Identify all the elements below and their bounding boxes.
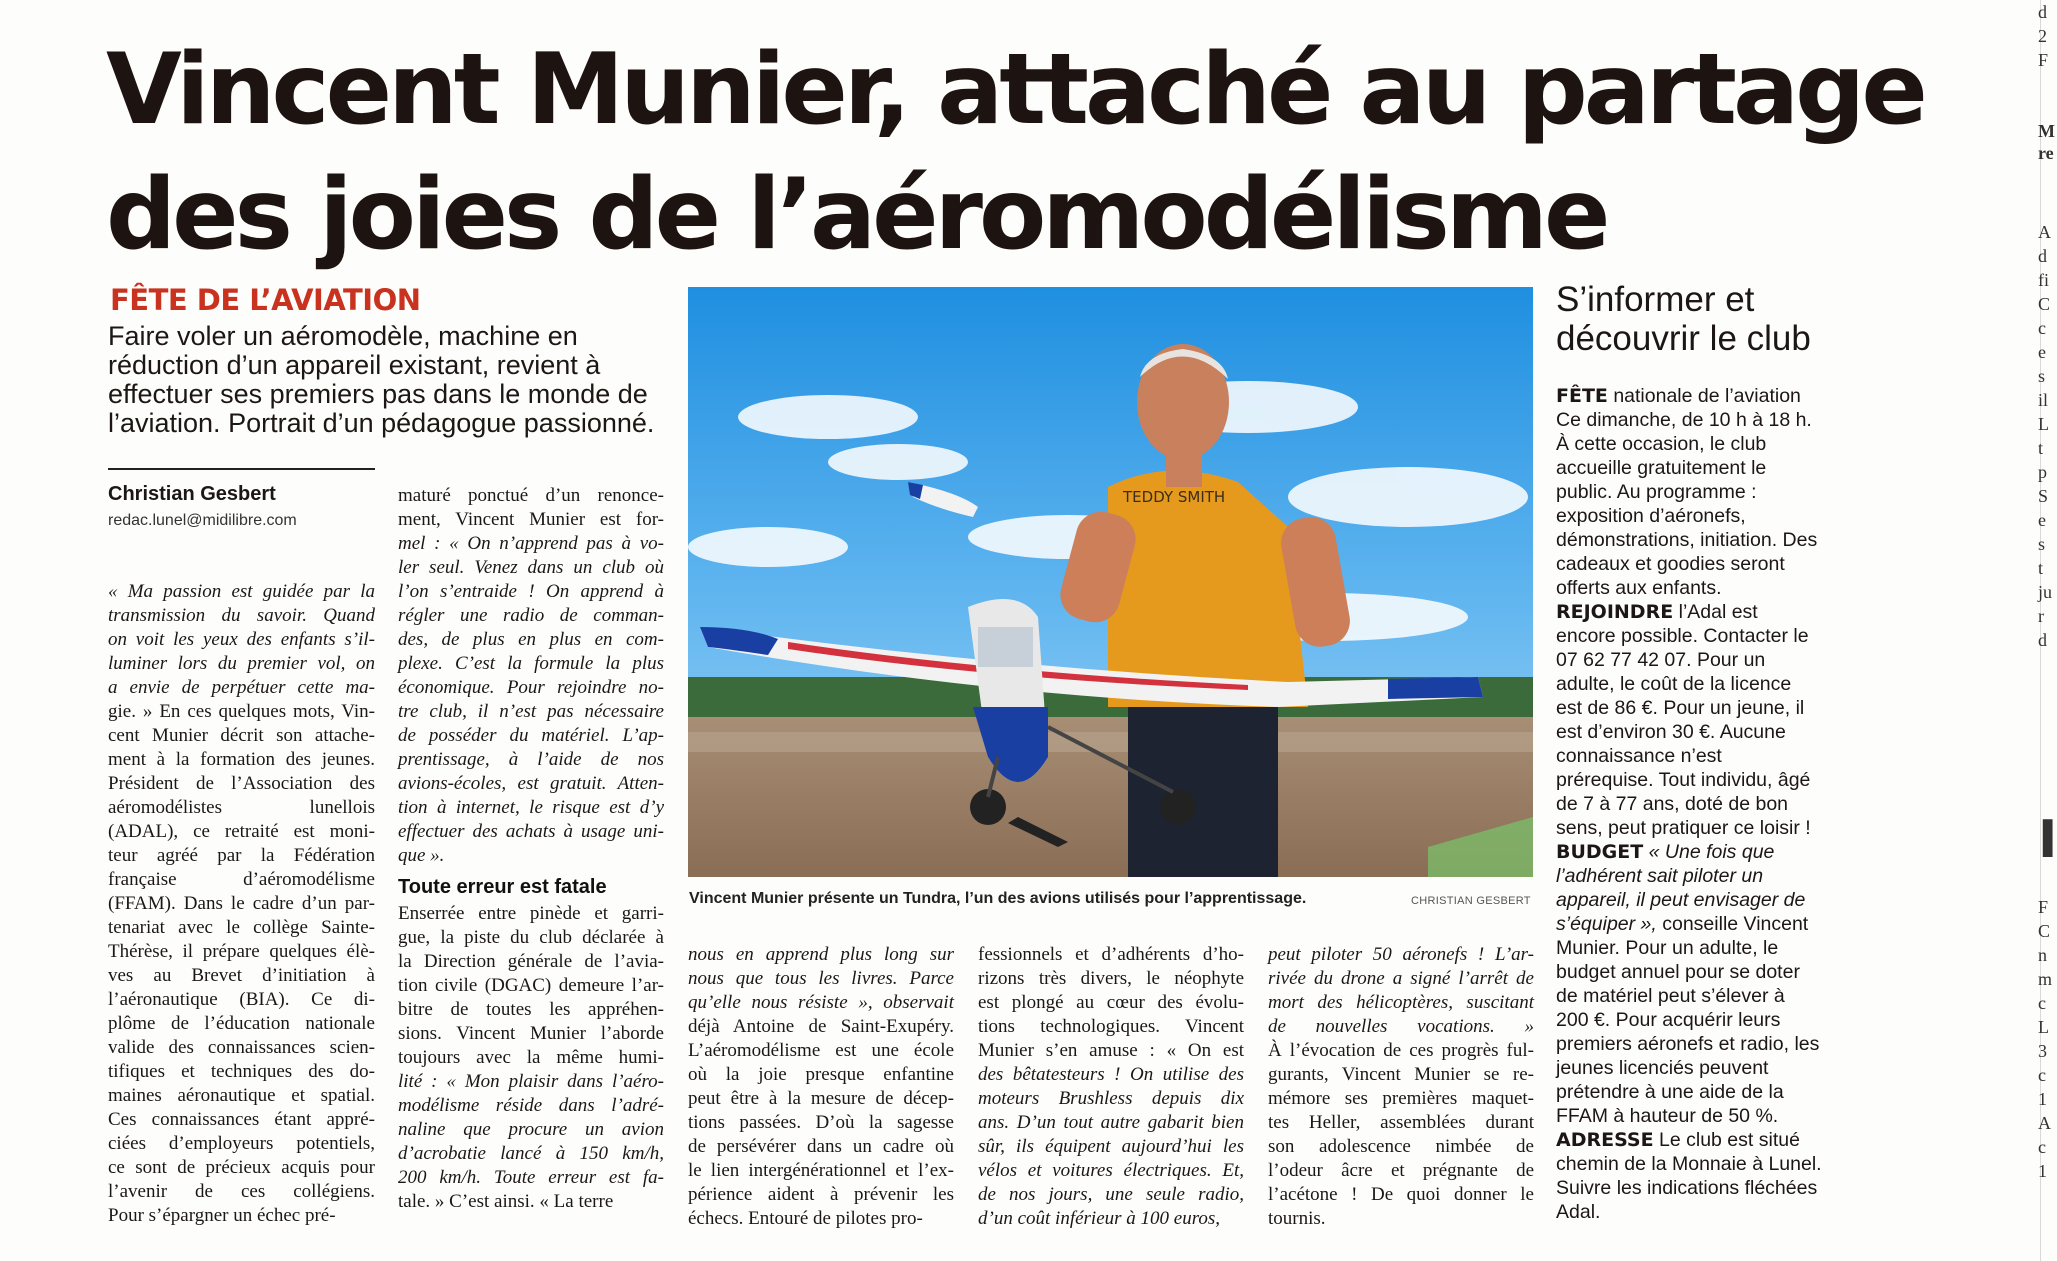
photo-illustration <box>688 287 1533 877</box>
text-line: déjà Antoine de Saint-Exupéry. <box>688 1016 954 1037</box>
shirt-print: TEDDY SMITH <box>1123 488 1226 506</box>
text-line: tes Heller, assemblées durant <box>1268 1112 1534 1133</box>
photo-caption: Vincent Munier présente un Tundra, l’un des avions utilisés pour l’apprentissage. <box>689 890 1307 907</box>
text-line: valide des connaissances scien- <box>108 1037 375 1058</box>
column-2-lines <box>398 484 664 868</box>
text-line: de persévérer dans un cadre où <box>688 1136 954 1157</box>
text-line: lité : « Mon plaisir dans l’aéro- <box>398 1071 664 1092</box>
text-line: toujours avec la même humi- <box>398 1047 664 1068</box>
text-line: « Ma passion est guidée par la <box>108 581 375 602</box>
text-line: régler une radio de comman- <box>398 605 664 626</box>
text-line: l’avenir de ces collégiens. <box>108 1181 375 1202</box>
edge-char: fi <box>2038 270 2049 290</box>
text-line: tournis. <box>1268 1208 1326 1229</box>
text-line: (FFAM). Dans le cadre d’un par- <box>108 893 375 914</box>
column-3-lines <box>688 943 954 1231</box>
budget-text: conseille Vincent Munier. Pour un adulte, le budget annuel pour se doter de matériel peut s’élever à 200 €. Pour acquérir leurs premiers aéronefs et radio, les jeunes licenciés peuvent prétendre à une aide de la FFAM à hauteur de 50 %. <box>1556 913 1820 1127</box>
text-line: tion civile (DGAC) demeure l’ar- <box>398 975 664 996</box>
text-line: ler seul. Venez dans un club où <box>398 557 664 578</box>
column-1-lines <box>108 580 375 1228</box>
text-line: qu’elle nous résiste », observait <box>688 992 954 1013</box>
text-line: de nouvelles vocations. » <box>1268 1016 1534 1037</box>
text-line: la Direction générale de l’avia- <box>398 951 664 972</box>
body-column-4 <box>978 943 1244 1231</box>
edge-char: M <box>2038 121 2055 141</box>
edge-char: il <box>2038 390 2049 410</box>
text-line: des bêtatesteurs ! On utilise des <box>978 1064 1244 1085</box>
text-line: cent Munier décrit son attache- <box>108 725 375 746</box>
text-line: ment à la formation des jeunes. <box>108 749 375 770</box>
text-line: peut piloter 50 aéronefs ! L’ar- <box>1268 944 1534 965</box>
text-line: prentissage, à l’aide de nos <box>398 749 664 770</box>
edge-char: 3 <box>2038 1041 2047 1061</box>
edge-char: s <box>2038 534 2046 554</box>
edge-fragment-mid <box>2038 120 2055 164</box>
text-line: modélisme réside dans l’adré- <box>398 1095 664 1116</box>
edge-char: d <box>2038 2 2047 22</box>
edge-char: L <box>2038 1017 2049 1037</box>
edge-char: A <box>2038 1113 2051 1133</box>
text-line: échecs. Entouré de pilotes pro- <box>688 1208 923 1229</box>
text-line: que ». <box>398 845 445 866</box>
author-name: Christian Gesbert <box>108 483 276 505</box>
text-line: tifiques et techniques des do- <box>108 1061 375 1082</box>
author-rule <box>108 468 375 470</box>
text-line: tale. » C’est ainsi. « La terre <box>398 1191 614 1212</box>
edge-char: c <box>2038 1065 2046 1085</box>
photo-credit: CHRISTIAN GESBERT <box>1411 895 1531 907</box>
rejoindre-keyword: REJOINDRE <box>1556 601 1674 623</box>
edge-char: c <box>2038 993 2046 1013</box>
text-line: tre club, il n’est pas nécessaire <box>398 701 664 722</box>
text-line: d’acrobatie lancé à 150 km/h, <box>398 1143 664 1164</box>
text-line: tions passées. D’où la sagesse <box>688 1112 954 1133</box>
text-line: des, de plus en plus en com- <box>398 629 664 650</box>
edge-char: e <box>2038 510 2046 530</box>
adresse-keyword: ADRESSE <box>1556 1129 1654 1151</box>
author-email[interactable]: redac.lunel@midilibre.com <box>108 512 297 529</box>
text-line: Munier s’en amuse : « On est <box>978 1040 1244 1061</box>
edge-char: c <box>2038 318 2046 338</box>
text-line: française d’aéromodélisme <box>108 869 375 890</box>
edge-fragment-low <box>2038 895 2053 1183</box>
edge-char: m <box>2038 969 2053 989</box>
text-line: tion à internet, le risque est d’y <box>398 797 664 818</box>
text-line: gue, la piste du club déclarée à <box>398 927 664 948</box>
column-2-lines-b <box>398 902 664 1214</box>
text-line: rizons très divers, le néophyte <box>978 968 1244 989</box>
fete-text: nationale de l’aviation Ce dimanche, de 10 h à 18 h. À cette occasion, le club accueille gratuitement le public. Au programme : exposition d’aéronefs, démonstrations, initiation. Des cadeaux et goodies seront offerts aux enfants. <box>1556 385 1818 599</box>
sidebar-title: S’informer et découvrir le club <box>1556 280 1811 358</box>
edge-char: r <box>2038 606 2044 626</box>
edge-char: t <box>2038 558 2044 578</box>
text-line: Thérèse, il prépare quelques élè- <box>108 941 375 962</box>
text-line: son adolescence nimbée de <box>1268 1136 1534 1157</box>
headline-line-1: Vincent Munier, attaché au partage <box>106 33 1924 147</box>
text-line: Ces connaissances étant appré- <box>108 1109 375 1130</box>
edge-char: F <box>2038 897 2049 917</box>
body-column-1 <box>108 580 375 1228</box>
column-5-lines <box>1268 943 1534 1231</box>
text-line: moteurs Brushless depuis dix <box>978 1088 1244 1109</box>
text-line: mel : « On n’apprend pas à vo- <box>398 533 664 554</box>
text-line: L’aéromodélisme est une école <box>688 1040 954 1061</box>
edge-fragment-big: I <box>2038 810 2057 870</box>
text-line: ment, Vincent Munier est for- <box>398 509 664 530</box>
text-line: transmission du savoir. Quand <box>108 605 375 626</box>
edge-char: ju <box>2038 582 2053 602</box>
budget-keyword: BUDGET <box>1556 841 1644 863</box>
text-line: l’on s’entraide ! On apprend à <box>398 581 664 602</box>
text-line: d’un coût inférieur à 100 euros, <box>978 1208 1221 1229</box>
edge-fragment-top <box>2038 0 2048 72</box>
text-line: mémore ses premières maquet- <box>1268 1088 1534 1109</box>
edge-char: S <box>2038 486 2049 506</box>
text-line: ans. D’un tout autre gabarit bien <box>978 1112 1244 1133</box>
text-line: l’acétone ! De quoi donner le <box>1268 1184 1534 1205</box>
text-line: ce sont de précieux acquis pour <box>108 1157 375 1178</box>
text-line: plexe. C’est la formule la plus <box>398 653 664 674</box>
text-line: Enserrée entre pinède et garri- <box>398 903 664 924</box>
text-line: tenariat avec le collège Sainte- <box>108 917 375 938</box>
text-line: plôme de l’éducation nationale <box>108 1013 375 1034</box>
edge-char: L <box>2038 414 2049 434</box>
text-line: Président de l’Association des <box>108 773 375 794</box>
edge-char: d <box>2038 246 2047 266</box>
edge-char: s <box>2038 366 2046 386</box>
edge-char: C <box>2038 921 2051 941</box>
text-line: bitre de toutes les appréhen- <box>398 999 664 1020</box>
text-line: teur agréé par la Fédération <box>108 845 375 866</box>
body-column-3 <box>688 943 954 1231</box>
text-line: sions. Vincent Munier l’aborde <box>398 1023 664 1044</box>
text-line: À l’évocation de ces progrès ful- <box>1268 1040 1534 1061</box>
edge-char: t <box>2038 438 2044 458</box>
text-line: luminer lors du premier vol, on <box>108 653 375 674</box>
lede: Faire voler un aéromodèle, machine en réduction d’un appareil existant, revient à effectuer ses premiers pas dans le monde de l’aviation. Portrait d’un pédagogue passionné. <box>108 321 655 438</box>
text-line: nous en apprend plus long sur <box>688 944 954 965</box>
body-column-5 <box>1268 943 1534 1231</box>
text-line: on voit les yeux des enfants s’il- <box>108 629 375 650</box>
rubric: FÊTE DE L’AVIATION <box>110 283 421 317</box>
edge-char: d <box>2038 630 2047 650</box>
headline <box>106 28 1924 278</box>
text-line: est plongé au cœur des évolu- <box>978 992 1244 1013</box>
text-line: ciées d’employeurs potentiels, <box>108 1133 375 1154</box>
edge-char: 1 <box>2038 1089 2047 1109</box>
edge-char: e <box>2038 342 2046 362</box>
fete-keyword: FÊTE <box>1556 385 1608 407</box>
text-line: l’odeur âcre et prégnante de <box>1268 1160 1534 1181</box>
text-line: de nos jours, une seule radio, <box>978 1184 1244 1205</box>
text-line: fessionnels et d’adhérents d’ho- <box>978 944 1244 965</box>
text-line: le lien intergénérationnel et l’ex- <box>688 1160 954 1181</box>
body-column-2 <box>398 484 664 1214</box>
edge-char: n <box>2038 945 2047 965</box>
edge-fragment-col <box>2038 220 2053 652</box>
text-line: mort des hélicoptères, suscitant <box>1268 992 1534 1013</box>
text-line: sûr, ils équipent aujourd’hui les <box>978 1136 1244 1157</box>
text-line: 200 km/h. Toute erreur est fa- <box>398 1167 664 1188</box>
edge-char: F <box>2038 50 2049 70</box>
headline-line-2: des joies de l’aéromodélisme <box>106 158 1607 272</box>
text-line: nous que tous les livres. Parce <box>688 968 954 989</box>
text-line: maturé ponctué d’un renonce- <box>398 485 664 506</box>
text-line: aéromodélistes lunellois <box>108 797 375 818</box>
text-line: peut être à la mesure de décep- <box>688 1088 954 1109</box>
text-line: vélos et voitures électriques. Et, <box>978 1160 1244 1181</box>
text-line: Pour s’épargner un échec pré- <box>108 1205 336 1226</box>
edge-char: 1 <box>2038 1161 2047 1181</box>
edge-char: p <box>2038 462 2047 482</box>
edge-char: c <box>2038 1137 2046 1157</box>
text-line: où la joie presque enfantine <box>688 1064 954 1085</box>
subhead: Toute erreur est fatale <box>398 876 607 898</box>
text-line: économique. Pour rejoindre no- <box>398 677 664 698</box>
adresse-text: Le club est situé chemin de la Monnaie à Lunel. Suivre les indications fléchées Adal. <box>1556 1129 1822 1223</box>
text-line: (ADAL), ce retraité est moni- <box>108 821 375 842</box>
text-line: rivée du drone a signé l’arrêt de <box>1268 968 1534 989</box>
text-line: avions-écoles, est gratuit. Atten- <box>398 773 664 794</box>
budget-quote: « Une fois que l’adhérent sait piloter un appareil, il peut envisager de s’équiper », <box>1556 841 1806 935</box>
column-4-lines <box>978 943 1244 1231</box>
sidebar-text <box>1556 384 1822 1224</box>
text-line: périence aident à prévenir les <box>688 1184 954 1205</box>
text-line: ves au Brevet d’initiation à <box>108 965 375 986</box>
text-line: gie. » En ces quelques mots, Vin- <box>108 701 375 722</box>
text-line: maines aéronautique et spatial. <box>108 1085 375 1106</box>
text-line: a envie de perpétuer cette ma- <box>108 677 375 698</box>
photo <box>688 287 1533 877</box>
edge-char: 2 <box>2038 26 2047 46</box>
text-line: de posséder du matériel. L’ap- <box>398 725 664 746</box>
edge-char: C <box>2038 294 2051 314</box>
text-line: gurants, Vincent Munier se re- <box>1268 1064 1534 1085</box>
text-line: l’aéronautique (BIA). Ce di- <box>108 989 375 1010</box>
text-line: tions technologiques. Vincent <box>978 1016 1244 1037</box>
text-line: effectuer des achats à usage uni- <box>398 821 664 842</box>
edge-char: re <box>2038 143 2054 163</box>
edge-char: A <box>2038 222 2051 242</box>
rejoindre-text: l’Adal est encore possible. Contacter le 07 62 77 42 07. Pour un adulte, le coût de la licence est de 86 €. Pour un jeune, il est d’environ 30 €. Aucune connaissance n’est prérequise. Tout individu, âgé de 7 à 77 ans, doté de bon sens, peut pratiquer ce loisir ! <box>1556 601 1811 839</box>
text-line: naline que procure un avion <box>398 1119 664 1140</box>
